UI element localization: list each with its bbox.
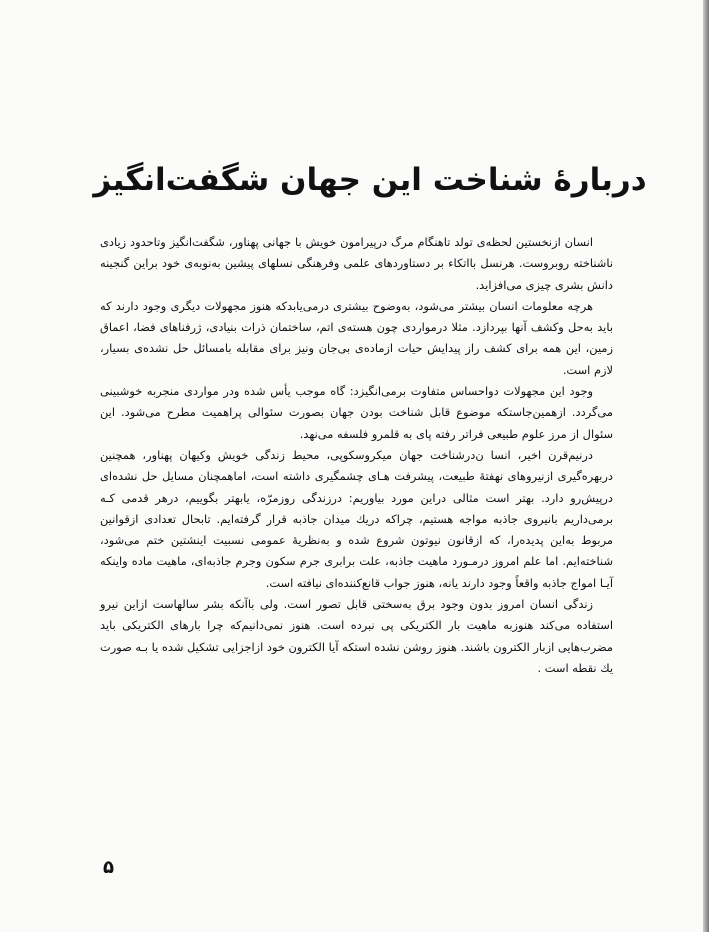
paragraph: وجود این مجهولات دواحساس متفاوت برمی‌انگیزد: گاه موجب یأس شده ودر مواردی منجربه خوشبینی می‌گردد. ازهمین‌جاستکه موضوع قابل شناخت بودن جهان بصورت سئوالی پراهمیت مطرح می‌شود. این سئوال از مرز علوم طبیعی فراتر رفته پای به قلمرو فلسفه می‌نهد. xyxy=(100,384,613,441)
page-number: ۵ xyxy=(103,857,114,878)
paragraph: درنیم‌قرن اخیر، انسا ن‌درشناخت جهان میکروسکوپی، محیط زندگی خویش وکیهان پهناور، همچنین دربهره‌گیری ازنیروهای نهفتهٔ طبیعت، پیشرفت هـای چشمگیری داشته است، اماهمچنان مسایل حل نشده‌ای درپیش‌رو دارد. بهتر است مثالی دراین مورد بیاوریم: درزندگی روزمرّه، یابهتر بگوییم، درهر قدمی کـه برمی‌داریم بانیروی جاذبه مواجه هستیم، چراکه دریك میدان جاذبه قرار گرفته‌ایم. تابحال تعدادی ازقوانین مربوط به‌این پدیده‌را، که ازقانون نیوتون شروع شده و به‌نظریهٔ عمومی نسبیت اینشتین ختم می‌شود، شناخته‌ایم. اما علم امروز درمـورد ماهیت جاذبه، علت برابری جرم سکون وجرم جاذبه‌ای، ماهیت ماده واینکه آیـا امواج جاذبه واقعاً وجود دارند یانه، هنوز جواب قانع‌کننده‌ای نیافته است. xyxy=(100,447,613,590)
paragraph: انسان ازنخستین لحظه‌ی تولد تاهنگام مرگ درپیرامون خویش با جهانی پهناور، شگفت‌انگیز وتاحدود زیادی ناشناخته روبروست. هرنسل بااتکاء بر دستاوردهای علمی وفرهنگی نسلهای پیشین به‌نوبه‌ی خود براین گنجینه دانش بشری چیزی می‌افزاید. xyxy=(100,235,613,292)
body-text xyxy=(100,232,613,679)
paragraph: هرچه معلومات انسان بیشتر می‌شود، به‌وضوح بیشتری درمی‌یابدکه هنوز مجهولات دیگری وجود دارند که باید به‌حل وکشف آنها بپردازد. مثلا درمواردی چون هسته‌ی اتم، ساختمان ذرات بنیادی، ژرفناهای فضا، اعماق زمین، این همه برای کشف راز پیدایش حیات ازماده‌ی بی‌جان ونیز برای مقابله بامسائل حل نشده‌ی بسیار، لازم است. xyxy=(100,298,613,377)
chapter-title: دربارهٔ شناخت این جهان شگفت‌انگیز xyxy=(93,162,647,198)
paragraph: زندگی انسان امروز بدون وجود برق به‌سختی قابل تصور است. ولی باآنکه بشر سالهاست ازاین نیرو استفاده می‌کند هنوزبه ماهیت بار الکتریکی پی نبرده است. هنوز نمی‌دانیم‌که چرا بارهای الکتریکی باید مضرب‌هایی ازبار الکترون باشند. هنوز روشن نشده استکه آیا الکترون خود ازاجزایی تشکیل شده یا بـه صورت یك نقطه است . xyxy=(100,597,613,675)
page-edge-shadow xyxy=(703,0,709,932)
